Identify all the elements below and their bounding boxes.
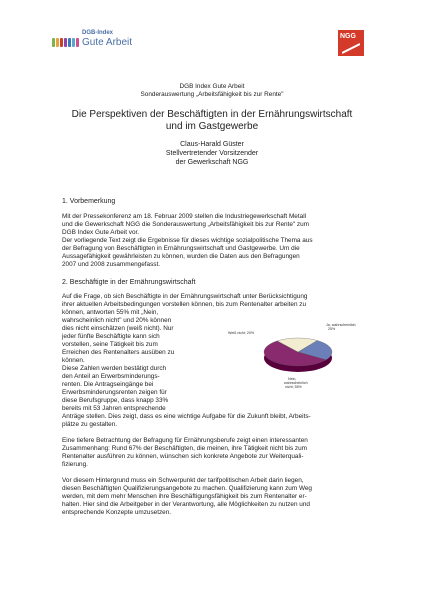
section2-left_col-line: dies nicht einschätzen (weiß nicht). Nur bbox=[62, 325, 174, 332]
section2-left_col-line: wahrscheinlich nicht" und 20% können bbox=[62, 317, 172, 324]
people-icon bbox=[52, 34, 80, 52]
section2-left_col-line: Diese Zahlen werden bestätigt durch bbox=[62, 365, 167, 372]
section1-lines-line: und die Gewerkschaft NGG die Sonderauswertung „Arbeitsfähigkeit bis zur Rente" zum bbox=[62, 221, 310, 228]
section2-full_after-line: Anträge stellen. Dies zeigt, dass es eine wichtige Aufgabe für die Zukunft bleibt, Arbeits- bbox=[62, 413, 311, 420]
pie-chart bbox=[228, 312, 368, 394]
section2-full-after bbox=[62, 413, 362, 429]
section2-left_col-line: vorstellen, seine Tätigkeit bis zum bbox=[62, 341, 158, 348]
author: Claus-Harald Güster bbox=[180, 141, 244, 148]
section1-lines-line: DGB Index Gute Arbeit vor. bbox=[62, 229, 140, 236]
section1-heading: 1. Vorbemerkung bbox=[62, 198, 116, 205]
section2-left_col-line: können. bbox=[62, 357, 85, 364]
section2-full_after-line: plätze zu gestalten. bbox=[62, 421, 118, 428]
section2-intro-line: Auf die Frage, ob sich Beschäftigte in der Ernährungswirtschaft unter Berücksichtigung bbox=[62, 293, 308, 300]
section2-left_col-line: Erreichen des Rentenalters ausüben zu bbox=[62, 349, 175, 356]
label-nein-1: Nein, bbox=[288, 377, 297, 381]
person-figure-icon bbox=[72, 38, 75, 47]
section2-left_col-line: können, antworten 55% mit „Nein, bbox=[62, 309, 159, 316]
section2-para2 bbox=[62, 437, 362, 469]
section2-left_col-line: diese Berufsgruppe, dass knapp 33% bbox=[62, 397, 169, 404]
title-line2: Sonderauswertung „Arbeitsfähigkeit bis zur Rente" bbox=[140, 91, 284, 98]
section2-para3-line: Vor diesem Hintergrund muss ein Schwerpunkt der tarifpolitischen Arbeit darin liegen, bbox=[62, 477, 304, 484]
ngg-logo bbox=[338, 30, 364, 56]
section2-heading: 2. Beschäftigte in der Ernährungswirtschaft bbox=[62, 279, 196, 286]
role-2: der Gewerkschaft NGG bbox=[175, 159, 249, 166]
section2-para2-line: Zusammenhang: Rund 67% der Beschäftigten, die meinen, ihre Tätigkeit nicht bis zum bbox=[62, 445, 307, 452]
label-weiss: Weiß nicht; 20% bbox=[228, 331, 255, 335]
section2-para2-line: Eine tiefere Betrachtung der Befragung für Ernährungsberufe zeigt einen interessanten bbox=[62, 437, 308, 444]
section2-left_col-line: bereits mit 53 Jahren entsprechende bbox=[62, 405, 166, 412]
person-figure-icon bbox=[68, 38, 71, 47]
ngg-label: NGG bbox=[340, 33, 356, 40]
logo-line2: Gute Arbeit bbox=[82, 37, 133, 48]
section2-left_col-line: jeder fünfte Beschäftigte kann sich bbox=[62, 333, 160, 340]
label-nein-3: nicht; 55% bbox=[285, 385, 302, 389]
section1-lines-line: 2007 und 2008 zusammengefasst. bbox=[62, 261, 161, 268]
section2-para3-line: diesen Beschäftigten Qualifizierungsangebote zu machen. Qualifizierung kann zum Weg bbox=[62, 485, 312, 492]
section2-para2-line: fizierung. bbox=[62, 461, 88, 468]
section2-left_col-line: den Anteil an Erwerbsminderungs- bbox=[62, 373, 160, 380]
section2-left_col-line: renten. Die Antragseingänge bei bbox=[62, 381, 154, 388]
section1-lines-line: Mit der Pressekonferenz am 18. Februar 2009 stellen die Industriegewerkschaft Metall bbox=[62, 213, 307, 220]
person-figure-icon bbox=[56, 38, 59, 47]
ngg-mark-icon bbox=[342, 42, 360, 54]
section2-para3-line: halten. Hier sind die Arbeitgeber in der Verantwortung, alle Möglichkeiten zu nutzen und bbox=[62, 501, 310, 508]
section2-para3-line: entsprechende Konzepte umzusetzen. bbox=[62, 509, 172, 516]
section2-intro-line: ihrer aktuellen Arbeitsbedingungen vorstellen können, bis zum Rentenalter arbeiten zu bbox=[62, 301, 307, 308]
section2-left_col-line: Erwerbsminderungsrenten zeigen für bbox=[62, 389, 167, 396]
person-figure-icon bbox=[60, 38, 63, 47]
label-ja-2: 25% bbox=[328, 327, 336, 331]
section1-lines-line: Aussagefähigkeit gewährleisten zu können, wurden die Daten aus den Befragungen bbox=[62, 253, 300, 260]
main-title-2: und im Gastgewerbe bbox=[165, 121, 259, 132]
section2-intro bbox=[62, 293, 362, 309]
section2-para3-line: werden, mit dem mehr Menschen ihre Beschäftigungsfähigkeit bis zum Rentenalter er- bbox=[62, 493, 307, 500]
role-1: Stellvertretender Vorsitzender bbox=[165, 150, 259, 157]
section2-para3 bbox=[62, 477, 362, 517]
section2-left-column bbox=[62, 309, 212, 413]
person-figure-icon bbox=[64, 38, 67, 47]
logo-line1: DGB-Index bbox=[82, 30, 114, 36]
title-line1: DGB Index Gute Arbeit bbox=[179, 83, 245, 90]
main-title-1: Die Perspektiven der Beschäftigten in der Ernährungswirtschaft bbox=[71, 109, 353, 120]
section1-lines-line: Der vorliegende Text zeigt die Ergebnisse für dieses wichtige sozialpolitische Thema aus bbox=[62, 237, 313, 244]
person-figure-icon bbox=[52, 38, 55, 47]
label-nein-2: wahrscheinlich bbox=[284, 381, 308, 385]
section2-para2-line: Rentenalter ausführen zu können, wünschen sich konkrete Angebote zur Weiterquali- bbox=[62, 453, 304, 460]
dgb-logo bbox=[52, 30, 172, 52]
section1-lines-line: der Befragung von Beschäftigten in Ernährungswirtschaft und Gastgewerbe. Um die bbox=[62, 245, 300, 252]
person-figure-icon bbox=[76, 38, 79, 47]
label-ja-1: Ja, wahrscheinlich; bbox=[326, 323, 357, 327]
section1-body bbox=[62, 213, 362, 269]
